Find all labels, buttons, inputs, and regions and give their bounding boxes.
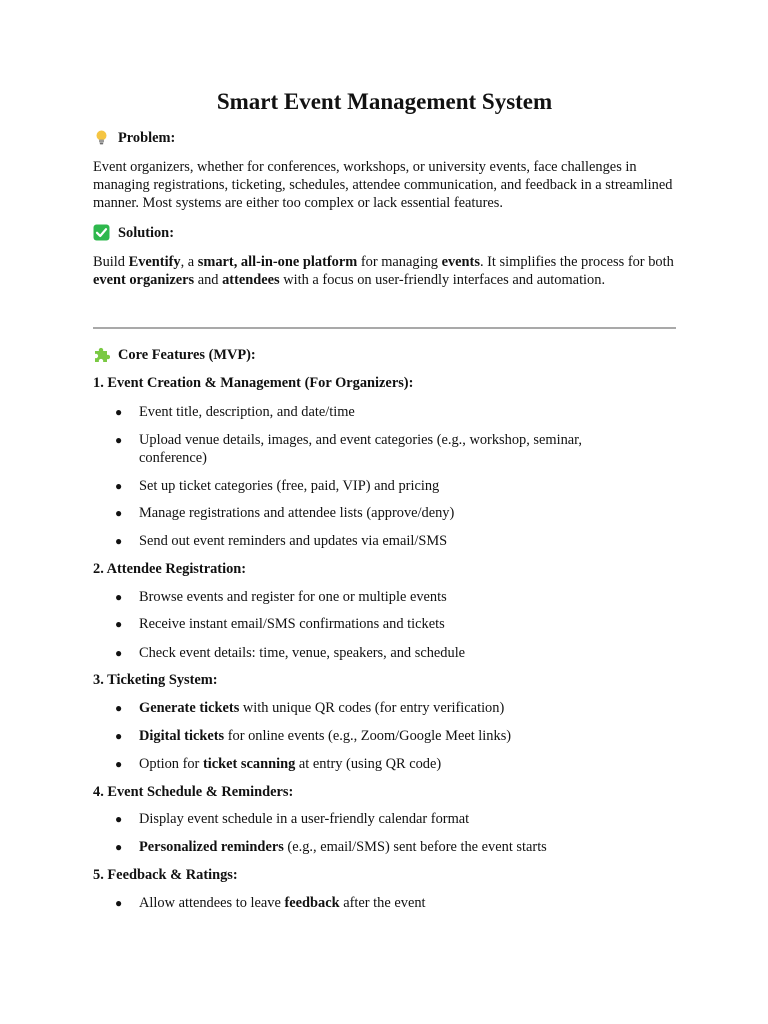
solution-heading-label: Solution: xyxy=(118,225,174,241)
bullet-dot-icon: ● xyxy=(115,840,123,854)
bullet-dot-icon: ● xyxy=(115,701,123,715)
list-item-text: Generate tickets with unique QR codes (for entry verification) xyxy=(139,700,505,716)
bullet-dot-icon: ● xyxy=(115,729,123,743)
bullet-dot-icon: ● xyxy=(115,896,123,910)
list-item-text: Allow attendees to leave feedback after the event xyxy=(139,895,426,911)
bullet-dot-icon: ● xyxy=(115,590,123,604)
bullet-dot-icon: ● xyxy=(115,433,123,447)
list-item-text: Send out event reminders and updates via email/SMS xyxy=(139,533,448,549)
bullet-dot-icon: ● xyxy=(115,617,123,631)
list-item-text: Personalized reminders (e.g., email/SMS) sent before the event starts xyxy=(139,839,547,855)
bullet-dot-icon: ● xyxy=(115,812,123,826)
list-item-text: Manage registrations and attendee lists (approve/deny) xyxy=(139,505,455,521)
list-item-text: Set up ticket categories (free, paid, VIP) and pricing xyxy=(139,478,440,494)
feature-section-title: 5. Feedback & Ratings: xyxy=(93,867,238,883)
features-heading-label: Core Features (MVP): xyxy=(118,347,256,363)
feature-section-title: 4. Event Schedule & Reminders: xyxy=(93,784,294,800)
solution-text: Build Eventify, a smart, all-in-one platform for managing events. It simplifies the process for both event organizers and attendees with a focus on user-friendly interfaces and automation. xyxy=(93,254,674,288)
horizontal-divider xyxy=(93,327,676,329)
solution-heading xyxy=(93,224,174,242)
bullet-dot-icon: ● xyxy=(115,506,123,520)
list-item-text: Browse events and register for one or multiple events xyxy=(139,589,447,605)
bullet-dot-icon: ● xyxy=(115,534,123,548)
list-item-text: Receive instant email/SMS confirmations and tickets xyxy=(139,616,445,632)
feature-section-title: 1. Event Creation & Management (For Organizers): xyxy=(93,375,414,391)
problem-heading xyxy=(93,129,175,147)
list-item-text: Option for ticket scanning at entry (using QR code) xyxy=(139,756,442,772)
list-item-text: Display event schedule in a user-friendly calendar format xyxy=(139,811,470,827)
feature-section-title: 2. Attendee Registration: xyxy=(93,561,247,577)
features-heading xyxy=(93,346,256,364)
problem-heading-label: Problem: xyxy=(118,130,176,146)
lightbulb-icon xyxy=(93,129,110,146)
check-box-icon xyxy=(93,224,110,241)
problem-text: Event organizers, whether for conferences, workshops, or university events, face challenges in managing registrations, ticketing, schedules, attendee communication, and feedback in a streamlined manner. Most systems are either too complex or lack essential features. xyxy=(93,159,673,211)
bullet-dot-icon: ● xyxy=(115,479,123,493)
bullet-dot-icon: ● xyxy=(115,405,123,419)
puzzle-icon xyxy=(93,346,110,363)
bullet-dot-icon: ● xyxy=(115,757,123,771)
bullet-dot-icon: ● xyxy=(115,646,123,660)
page-title: Smart Event Management System xyxy=(216,89,553,114)
list-item-text: Upload venue details, images, and event categories (e.g., workshop, seminar, conference) xyxy=(139,432,582,466)
feature-section-title: 3. Ticketing System: xyxy=(93,672,218,688)
list-item-text: Check event details: time, venue, speakers, and schedule xyxy=(139,645,466,661)
list-item-text: Event title, description, and date/time xyxy=(139,404,355,420)
list-item-text: Digital tickets for online events (e.g., Zoom/Google Meet links) xyxy=(139,728,512,744)
